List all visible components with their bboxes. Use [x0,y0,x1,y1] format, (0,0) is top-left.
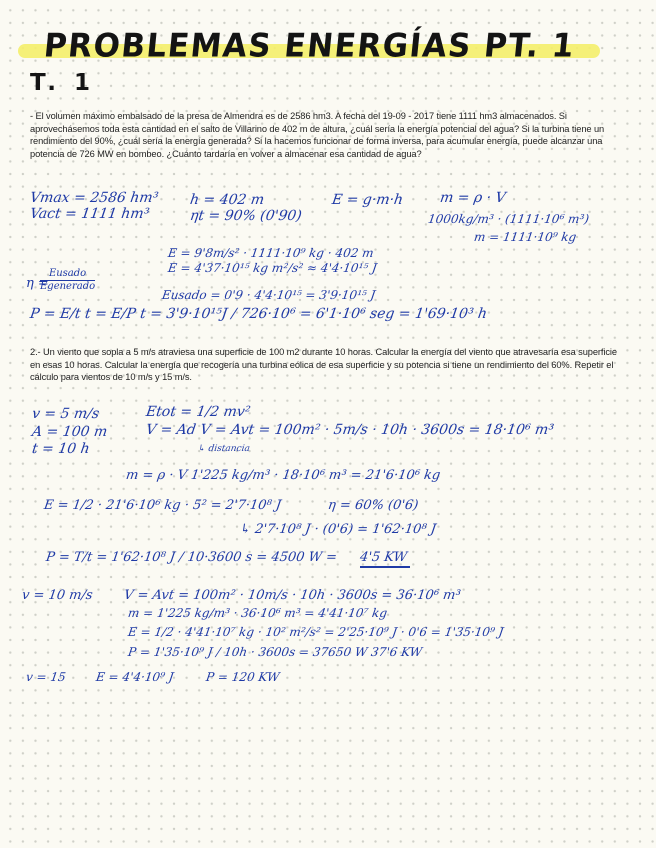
note-eta-numerator: Eusado [40,268,95,281]
note-energy-calc: E = 9'8m/s² · 1111·10⁹ kg · 402 m [167,246,375,260]
note-energy-result: E = 4'37·10¹⁵ kg m²/s² ≈ 4'4·10¹⁵ J [167,261,378,275]
note-distance: ↳ distancia [197,444,251,454]
note-kinetic-formula: Etot = 1/2 mv² [144,404,252,420]
power-underline [360,566,410,568]
note-energy-formula: E = g·m·h [330,192,405,208]
note-mass-calc: 1000kg/m³ · (1111·10⁶ m³) [427,212,590,226]
note-eta-fraction [40,268,95,293]
note-eta-symbol: η = [26,276,49,291]
note-area: A = 100 m [30,424,109,440]
note-used-energy: Eusado = 0'9 · 4'4·10¹⁵ = 3'9·10¹⁵ J [161,288,377,302]
note-efficiency: ηt = 90% (0'90) [188,208,303,224]
note-energy-10: E = 1/2 · 4'41·10⁷ kg · 10² m²/s² = 2'25·10⁹ J · 0'6 = 1'35·10⁹ J [127,625,505,639]
note-mass-10: m = 1'225 kg/m³ · 36·10⁶ m³ = 4'41·10⁷ kg [127,606,389,620]
note-air-mass: m = ρ · V 1'225 kg/m³ · 18·10⁶ m³ = 21'6·10⁶ kg [124,468,442,483]
page-subtitle: T. 1 [30,70,95,96]
note-wind-speed-10: v = 10 m/s [20,588,94,603]
note-power-kw: 4'5 KW [358,550,408,565]
note-duration: t = 10 h [30,441,91,457]
page-title: PROBLEMAS ENERGÍAS PT. 1 [42,27,577,65]
note-volume-10: V = Avt = 100m² · 10m/s · 10h · 3600s = 36·10⁶ m³ [122,588,462,603]
note-mass-formula: m = ρ · V [438,190,507,206]
problem-2-statement: 2.- Un viento que sopla a 5 m/s atraviesa una superficie de 100 m2 durante 10 horas. Calcular la energía del viento que atravesaría esa superficie en esas 10 horas. Calcular la energía que recogería una turbina eólica de esa superficie y su potencia si tiene un rendimiento del 60%. Repetir el cálculo para vientos de 10 m/s y 15 m/s. [30,347,617,383]
note-volume-calc: V = Ad V = Avt = 100m² · 5m/s · 10h · 3600s = 18·10⁶ m³ [144,422,555,438]
note-power-10: P = 1'35·10⁹ J / 10h · 3600s = 37650 W 37'6 KW [127,645,423,659]
note-energy-15: E = 4'4·10⁹ J [95,670,175,684]
note-time-calc: P = E/t t = E/P t = 3'9·10¹⁵J / 726·10⁶ = 6'1·10⁶ seg = 1'69·10³ h [28,306,489,322]
note-wind-energy: E = 1/2 · 21'6·10⁶ kg · 5² = 2'7·10⁸ J [42,498,283,513]
note-turbine-efficiency: η = 60% (0'6) [326,498,420,513]
note-wind-speed: v = 5 m/s [30,406,101,422]
note-eta-denominator: Egenerado [40,281,96,292]
problem-1-statement: - El volumen máximo embalsado de la presa de Almendra es de 2586 hm3. A fecha del 19-09 - 2017 tiene 1111 hm3 almacenados. Si aprovechásemos toda esta cantidad en el salto de Villarino de 402 m de altura, ¿cuál sería la energía potencial del agua? Si la turbina tiene un rendimiento del 90%, ¿cuál sería la energía generada? Si la hacemos funcionar de forma inversa, para acumular energía, puede alcanzar una potencia de 726 MW en bombeo. ¿Cuánto tardaría en volver a almacenar esa cantidad de agua? [30,111,605,159]
note-vact: Vact = 1111 hm³ [28,206,151,222]
note-vmax: Vmax = 2586 hm³ [28,190,160,206]
note-height: h = 402 m [188,192,266,208]
note-wind-speed-15: v = 15 [25,670,67,684]
note-power: P = T/t = 1'62·10⁸ J / 10·3600 s = 4500 W = [44,550,338,565]
note-used-energy-2: ↳ 2'7·10⁸ J · (0'6) = 1'62·10⁸ J [238,522,437,537]
note-mass-result: m = 1111·10⁹ kg [473,230,578,244]
note-power-15: P = 120 KW [205,670,281,684]
